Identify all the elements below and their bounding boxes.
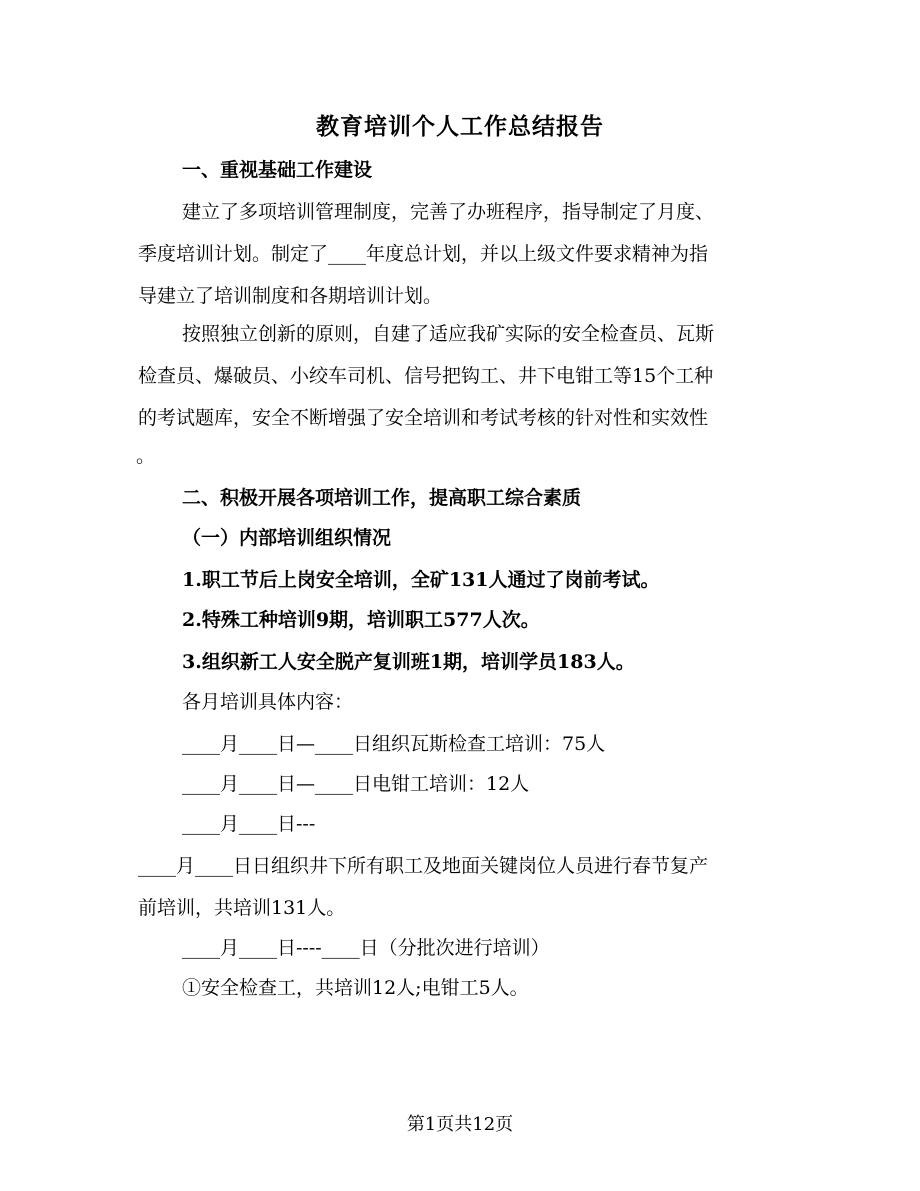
monthly-item-4-line2: 前培训，共培训131人。 [138,897,346,919]
page-number-footer: 第1页共12页 [406,1114,514,1135]
paragraph2-line2: 检查员、爆破员、小绞车司机、信号把钩工、井下电钳工等15个工种 [138,365,714,387]
monthly-item-6: ①安全检查工，共培训12人;电钳工5人。 [182,977,529,999]
monthly-item-1: ____月____日—____日组织瓦斯检查工培训：75人 [182,733,606,755]
section2-heading: 二、积极开展各项培训工作，提高职工综合素质 [182,487,582,509]
paragraph1-line3: 导建立了培训制度和各期培训计划。 [138,285,443,307]
list-item-1: 1.职工节后上岗安全培训，全矿131人通过了岗前考试。 [182,569,660,591]
paragraph1-line1: 建立了多项培训管理制度，完善了办班程序，指导制定了月度、 [182,201,715,223]
document-title: 教育培训个人工作总结报告 [316,113,604,140]
list-item-2: 2.特殊工种培训9期，培训职工577人次。 [182,609,540,631]
monthly-intro: 各月培训具体内容： [182,691,354,713]
section1-heading: 一、重视基础工作建设 [182,159,373,181]
monthly-item-4-line1: ____月____日日组织井下所有职工及地面关键岗位人员进行春节复产 [138,855,709,877]
monthly-item-3: ____月____日--- [182,813,316,835]
paragraph1-line2: 季度培训计划。制定了____年度总计划，并以上级文件要求精神为指 [138,243,709,265]
monthly-item-5: ____月____日----____日（分批次进行培训） [182,937,550,959]
monthly-item-2: ____月____日—____日电钳工培训：12人 [182,773,530,795]
paragraph2-line4: 。 [136,445,156,467]
paragraph2-line3: 的考试题库，安全不断增强了安全培训和考试考核的针对性和实效性 [138,407,709,429]
paragraph2-line1: 按照独立创新的原则，自建了适应我矿实际的安全检查员、瓦斯 [182,323,715,345]
subsection1-heading: （一）内部培训组织情况 [182,527,392,549]
list-item-3: 3.组织新工人安全脱产复训班1期，培训学员183人。 [182,651,635,673]
